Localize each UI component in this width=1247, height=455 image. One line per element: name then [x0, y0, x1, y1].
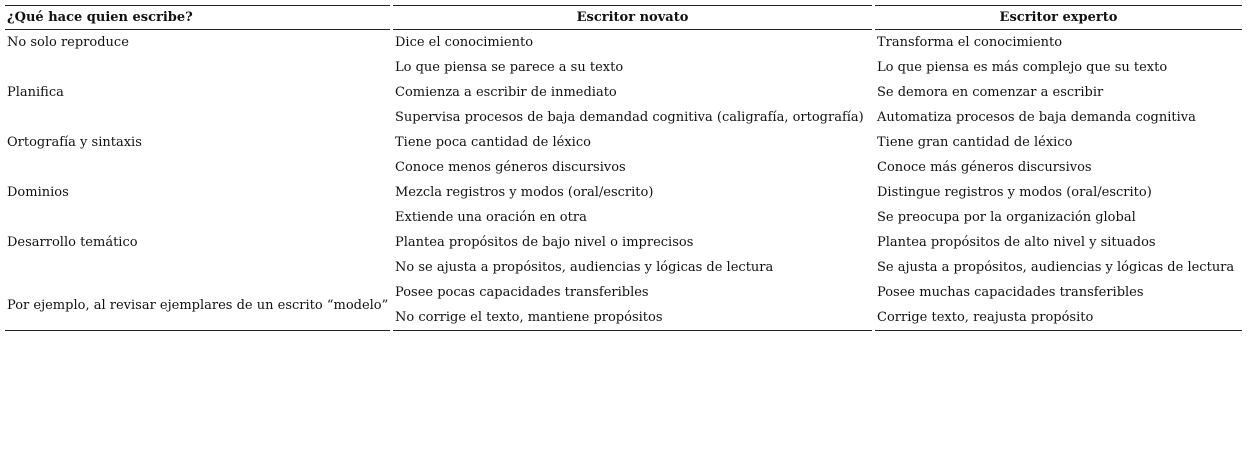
table-row [5, 80, 1242, 105]
novice-cell: Extiende una oración en otra [395, 210, 587, 225]
table-row [5, 280, 1242, 305]
expert-cell: Plantea propósitos de alto nivel y situados [877, 235, 1156, 250]
novice-cell: No corrige el texto, mantiene propósitos [393, 305, 872, 331]
expert-cell: Corrige texto, reajusta propósito [875, 305, 1242, 331]
novice-cell: No se ajusta a propósitos, audiencias y lógicas de lectura [395, 260, 774, 275]
expert-cell: Distingue registros y modos (oral/escrito) [877, 185, 1152, 200]
header-expert: Escritor experto [875, 5, 1242, 30]
row-label: Dominios [7, 185, 69, 200]
header-question: ¿Qué hace quien escribe? [5, 5, 390, 30]
row-label: Ortografía y sintaxis [7, 135, 142, 150]
comparison-table-container [5, 5, 1242, 331]
novice-cell: Supervisa procesos de baja demandad cognitiva (caligrafía, ortografía) [395, 110, 864, 125]
novice-cell: Posee pocas capacidades transferibles [395, 285, 649, 300]
expert-cell: Conoce más géneros discursivos [877, 160, 1092, 175]
writer-comparison-table [2, 5, 1245, 331]
novice-cell: Plantea propósitos de bajo nivel o imprecisos [395, 235, 694, 250]
novice-cell: Lo que piensa se parece a su texto [395, 60, 624, 75]
table-header-row [5, 5, 1242, 30]
row-label: Planifica [7, 85, 64, 100]
expert-cell: Posee muchas capacidades transferibles [877, 285, 1144, 300]
row-label: Desarrollo temático [7, 235, 138, 250]
expert-cell: Automatiza procesos de baja demanda cognitiva [877, 110, 1196, 125]
novice-cell: Comienza a escribir de inmediato [395, 85, 617, 100]
table-row [5, 30, 1242, 55]
row-label: Por ejemplo, al revisar ejemplares de un escrito “modelo” [5, 280, 390, 331]
table-row [5, 130, 1242, 155]
expert-cell: Se preocupa por la organización global [877, 210, 1136, 225]
novice-cell: Conoce menos géneros discursivos [395, 160, 626, 175]
expert-cell: Lo que piensa es más complejo que su texto [877, 60, 1168, 75]
header-novice: Escritor novato [393, 5, 872, 30]
expert-cell: Transforma el conocimiento [877, 35, 1063, 50]
table-row [5, 180, 1242, 205]
table-row [5, 230, 1242, 255]
expert-cell: Se ajusta a propósitos, audiencias y lógicas de lectura [877, 260, 1235, 275]
row-label: No solo reproduce [7, 35, 129, 50]
expert-cell: Tiene gran cantidad de léxico [877, 135, 1073, 150]
novice-cell: Dice el conocimiento [395, 35, 534, 50]
novice-cell: Tiene poca cantidad de léxico [395, 135, 591, 150]
novice-cell: Mezcla registros y modos (oral/escrito) [395, 185, 654, 200]
expert-cell: Se demora en comenzar a escribir [877, 85, 1104, 100]
